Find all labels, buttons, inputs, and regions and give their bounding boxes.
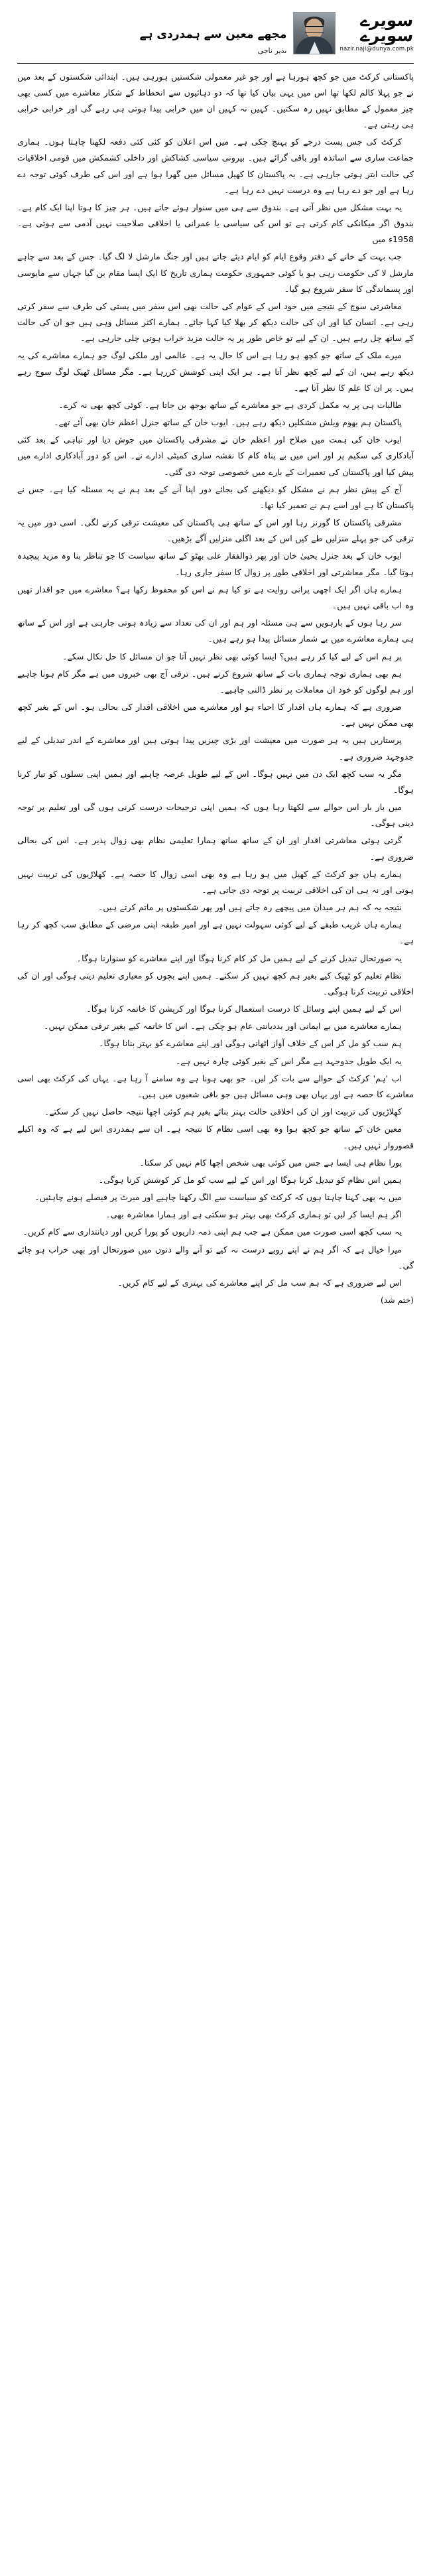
publication-brand: [293, 12, 414, 54]
article-paragraph: یہ صورتحال تبدیل کرنے کے لیے ہمیں مل کر کام کرنا ہوگا اور اپنے معاشرے کو سنوارنا ہوگا۔: [76, 953, 402, 963]
article-paragraph: نتیجہ یہ کہ ہم ہر میدان میں پیچھے رہ جاتے ہیں اور پھر شکستوں پر ماتم کرتے ہیں۔: [97, 902, 402, 913]
article-paragraph: معین خان کے ساتھ جو کچھ ہوا وہ بھی اسی نظام کا نتیجہ ہے۔ ان سے ہمدردی اس لیے ہے کہ وہ اکیلے قصوروار نہیں ہیں۔: [17, 1124, 414, 1150]
article-paragraph: ایوب خان کی ہمت میں صلاح اور اعظم خان نے مشرقی پاکستان میں جوش دیا اور تباہی کے بعد کئی آبادکاری کی سکیم پر اور اس میں بے پناہ کام کا نقشہ ساری کمیٹی ادارے نے۔ اس کو دور آبادکاری ادارے میں پیش کیا اور پاکستان کی تعمیرات کے بارے میں خصوصی توجہ دی گئی۔: [17, 435, 414, 477]
article-paragraph: ہم بھی ہماری توجہ ہماری بات کے ساتھ شروع کرتے ہیں۔ ترقی آج بھی خبروں میں ہے مگر کام ہونا چاہیے اور ہم لوگوں کو خود ان معاملات پر نظر ڈالنی چاہیے۔: [17, 668, 414, 695]
article-paragraph: گرتی ہوئی معاشرتی اقدار اور ان کے ساتھ ساتھ ہمارا تعلیمی نظام بھی زوال پذیر ہے۔ اس کی بحالی ضروری ہے۔: [17, 835, 414, 862]
article-paragraph: یہ بہت مشکل میں نظر آتی ہے۔ بندوق سے ہی میں سنوار ہوئے جاتے ہیں۔ ہر چیز کا ہوتا اپنا ایک کام ہے۔ بندوق اگر میکانکی کام کرتی ہے تو اس کی سیاسی یا عمرانی یا اخلاقی صلاحیت نہیں آدمی سے ہوتی ہے۔ 1958ء میں: [17, 202, 414, 245]
article-paragraph: اس کے لیے ہمیں اپنے وسائل کا درست استعمال کرنا ہوگا اور کرپشن کا خاتمہ کرنا ہوگا۔: [86, 1004, 402, 1014]
author-photo: [293, 12, 336, 54]
article-paragraph: ہمارے ہاں اگر ایک اچھی پرانی روایت ہے تو کیا ہم نے اس کو محفوظ رکھا ہے؟ معاشرے میں جو اقدار تھیں وہ اب باقی نہیں ہیں۔: [17, 584, 414, 610]
article-paragraph: مگر یہ سب کچھ ایک دن میں نہیں ہوگا۔ اس کے لیے طویل عرصہ چاہیے اور ہمیں اپنی نسلوں کو تیار کرنا ہوگا۔: [17, 768, 414, 795]
article-paragraph: ہمارے ہاں جو کرکٹ کے کھیل میں ہو رہا ہے وہ بھی اسی زوال کا حصہ ہے۔ کھلاڑیوں کی تربیت نہیں ہوتی اور نہ ہی ان کی اخلاقی تربیت پر توجہ دی جاتی ہے۔: [17, 868, 414, 895]
article-paragraph: مشرقی پاکستان کا گورنر رہا اور اس کے ساتھ ہی پاکستان کی معیشت ترقی کرنے لگی۔ اسی دور میں یہ ترقی کی جو پہلے منزلیں طے کیں اس کے بعد اگلی منزلیں آگے بڑھیں۔: [17, 517, 414, 544]
article-body: [17, 69, 414, 1292]
article-paragraph: ایوب خان کے بعد جنرل یحییٰ خان اور پھر ذوالفقار علی بھٹو کے ساتھ سیاست کا جو تناظر بنا وہ مزید پیچیدہ ہوتا گیا۔ مگر معاشرتی اور اخلاقی طور پر زوال کا سفر جاری رہا۔: [17, 551, 414, 577]
article-paragraph: پاکستان ہم بھوم ویلش مشکلیں دیکھ رہے ہیں۔ ایوب خان کے ساتھ جنرل اعظم خان بھی آئے تھے۔: [54, 417, 402, 428]
article-paragraph: میں بار بار اس حوالے سے لکھتا رہا ہوں کہ ہمیں اپنی ترجیحات درست کرنی ہوں گی اور تعلیم پر توجہ دینی ہوگی۔: [17, 802, 414, 829]
article-paragraph: پر ہم اس کے لیے کیا کر رہے ہیں؟ ایسا کوئی بھی نظر نہیں آتا جو ان مسائل کا حل نکال سکے۔: [62, 651, 402, 661]
article-paragraph: میں یہ بھی کہنا چاہتا ہوں کہ کرکٹ کو سیاست سے الگ رکھنا چاہیے اور میرٹ پر فیصلے ہونے چاہئیں۔: [34, 1192, 402, 1203]
page-title: مجھے معین سے ہمدردی ہے: [139, 28, 287, 41]
article-paragraph: میرا خیال ہے کہ اگر ہم نے اپنے رویے درست نہ کیے تو آنے والے دنوں میں صورتحال اور بھی خراب ہو جائے گی۔: [17, 1244, 414, 1270]
article-paragraph: سر رہا ہوں کے بارہویں سے ہی مسئلہ اور ہم اور ان کی تعداد سے زیادہ ہوتی جارہی ہے اور اس کے ساتھ ہی ہمارے معاشرے میں بے شمار مسائل پیدا ہو رہے ہیں۔: [17, 618, 414, 644]
article-paragraph: پاکستانی کرکٹ میں جو کچھ ہورہا ہے اور جو غیر معمولی شکستیں ہورہی ہیں۔ ابتدائی شکستوں کے بعد میں نے جو پہلا کالم لکھا تھا اس میں یہی بیان کیا تھا کہ دو دہائیوں سے انحطاط کے شکار معاشرے میں کسی بھی چیز معمول کے مطابق نہیں رہ سکتیں۔ کہیں نہ کہیں ان میں خرابی پیدا ہوتی ہی رہے گی اور خرابی خرابی ہی رہتی ہے۔: [17, 71, 414, 130]
article-paragraph: میرے ملک کے ساتھ جو کچھ ہو رہا ہے اس کا حال یہ ہے۔ عالمی اور ملکی لوگ جو ہمارے معاشرے کی یہ دیکھ رہے ہیں، ان کے لیے کچھ نظر آتا ہے۔ ہر ایک اپنی کوشش کررہا ہے۔ مگر مسائل ٹھیک لوگ سوچ رہے ہیں۔ پر ان کا علم کا نظر آتا ہے۔: [17, 350, 414, 393]
article-paragraph: اس لیے ضروری ہے کہ ہم سب مل کر اپنے معاشرے کی بہتری کے لیے کام کریں۔: [117, 1277, 402, 1288]
author-email: nazir.naji@dunya.com.pk: [339, 46, 414, 52]
title-area: [17, 12, 286, 55]
logo-line-2: سویرے: [359, 26, 415, 45]
masthead: [17, 12, 414, 59]
byline: نذیر ناجی: [257, 46, 287, 55]
article-paragraph: ضروری ہے کہ ہمارے ہاں اقدار کا احیاء ہو اور معاشرے میں اخلاقی اقدار کی بحالی ہو۔ اس کے بغیر کچھ بھی ممکن نہیں ہے۔: [17, 702, 414, 728]
article-paragraph: نظام تعلیم کو ٹھیک کیے بغیر ہم کچھ نہیں کر سکتے۔ ہمیں اپنے بچوں کو معیاری تعلیم دینی ہوگی اور ان کی اخلاقی تربیت کرنا ہوگی۔: [17, 970, 414, 996]
article-paragraph: یہ سب کچھ اسی صورت میں ممکن ہے جب ہم اپنی ذمہ داریوں کو پورا کریں اور دیانتداری سے کام کریں۔: [23, 1227, 402, 1237]
article-paragraph: ہمارے ہاں غریب طبقے کے لیے کوئی سہولت نہیں ہے اور امیر طبقہ اپنی مرضی کے مطابق سب کچھ کر رہا ہے۔: [17, 919, 414, 946]
article-paragraph: معاشرتی سوچ کے نتیجے میں خود اس کے عوام کی حالت بھی اس سفر میں پستی کی طرف سے سفر کرتی رہی ہے۔ انسان کیا اور ان کی حالت دیکھ کر بھلا کیا کہا جائے۔ ہمارے اکثر مسائل وہی ہیں جو ان کی حالت کے ساتھ چل رہے ہیں۔ ان کے لیے تو خاص طور پر یہ حالت مزید خراب ہوتی چلی جارہی ہے۔: [17, 301, 414, 344]
glasses-icon: [305, 26, 324, 33]
article-paragraph: کرکٹ کی جس پست درجے کو پہنچ چکی ہے۔ میں اس اعلان کو کئی کئی دفعہ لکھنا چاہتا ہوں۔ ہماری جماعت ساری سے اساتذہ اور باقی گرائے ہیں۔ بیرونی سیاسی کشاکش اور داخلی کشمکش میں قومی اخلاقیات کی حالت ابتر ہوتی جارہی ہے۔ یہ پاکستان کا کھیل مسائل میں گھرا ہوا ہے اور اس کی طرف کوئی توجہ دے رہا ہے اور جو دے رہا ہے وہ درست نہیں دے رہا ہے۔: [17, 137, 414, 195]
article-paragraph: آج کے پیش نظر ہم نے مشکل کو دیکھنے کی بجائے دور اپنا آنے کے بعد ہم نے یہ مسئلہ کیا ہے۔ جس نے پاکستان کا ہے اور اسے ہم نے تعمیر کیا تھا۔: [17, 484, 414, 510]
article-paragraph: پورا نظام ہی ایسا ہے جس میں کوئی بھی شخص اچھا کام نہیں کر سکتا۔: [139, 1157, 402, 1168]
column-logo: [339, 12, 414, 52]
article-paragraph: کھلاڑیوں کی تربیت اور ان کی اخلاقی حالت بہتر بنائے بغیر ہم کوئی اچھا نتیجہ حاصل نہیں کر سکتے۔: [44, 1107, 402, 1117]
logo-line-1: سویرے: [359, 11, 415, 30]
article-paragraph: ہم سب کو مل کر اس کے خلاف آواز اٹھانی ہوگی اور اپنے معاشرے کو بہتر بنانا ہوگا۔: [99, 1038, 402, 1049]
article-paragraph: طالبات ہی پر یہ مکمل کردی ہے جو معاشرے کے ساتھ بوجھ بن جاتا ہے۔ کوئی کچھ بھی نہ کرے۔: [58, 399, 402, 410]
article-paragraph: اب 'ہم' کرکٹ کے حوالے سے بات کر لیں۔ جو بھی ہونا ہے وہ سامنے آ رہا ہے۔ یہاں کی کرکٹ بھی اسی معاشرے کا حصہ ہے اور یہاں بھی وہی مسائل ہیں جو باقی شعبوں میں ہیں۔: [17, 1073, 414, 1099]
article-end-note: (ختم شد): [380, 1295, 414, 1306]
header-divider: [17, 63, 414, 64]
article-paragraph: اگر ہم ایسا کر لیں تو ہماری کرکٹ بھی بہتر ہو سکتی ہے اور ہمارا معاشرہ بھی۔: [105, 1209, 402, 1220]
article-paragraph: ہمیں اس نظام کو تبدیل کرنا ہوگا اور اس کے لیے سب کو مل کر کوشش کرنا ہوگی۔: [98, 1174, 402, 1185]
article-paragraph: ہمارے معاشرے میں بے ایمانی اور بددیانتی عام ہو چکی ہے۔ اس کا خاتمہ کیے بغیر ترقی ممکن نہیں۔: [44, 1021, 402, 1032]
article-paragraph: پرستاریں ہیں یہ ہر صورت میں معیشت اور بڑی چیزیں پیدا ہوتی ہیں اور معاشرے کے اندر تبدیلی کے لیے جدوجہد ضروری ہے۔: [17, 735, 414, 762]
article-paragraph: یہ ایک طویل جدوجہد ہے مگر اس کے بغیر کوئی چارہ نہیں ہے۔: [175, 1055, 402, 1066]
article-paragraph: جب بہت کے خانے کے دفتر وقوع ایام کو ایام دیئے جاتے ہیں اور جنگ مارشل لا لگ گیا۔ جس کے بعد سے چاہے مارشل لا کی حکومت رہی ہو یا کوئی جمہوری حکومت ہماری تاریخ کا ایک ایسا مقام بن گیا جہاں سے مایوسی اور پسماندگی کا سفر شروع ہو گیا۔: [17, 251, 414, 294]
